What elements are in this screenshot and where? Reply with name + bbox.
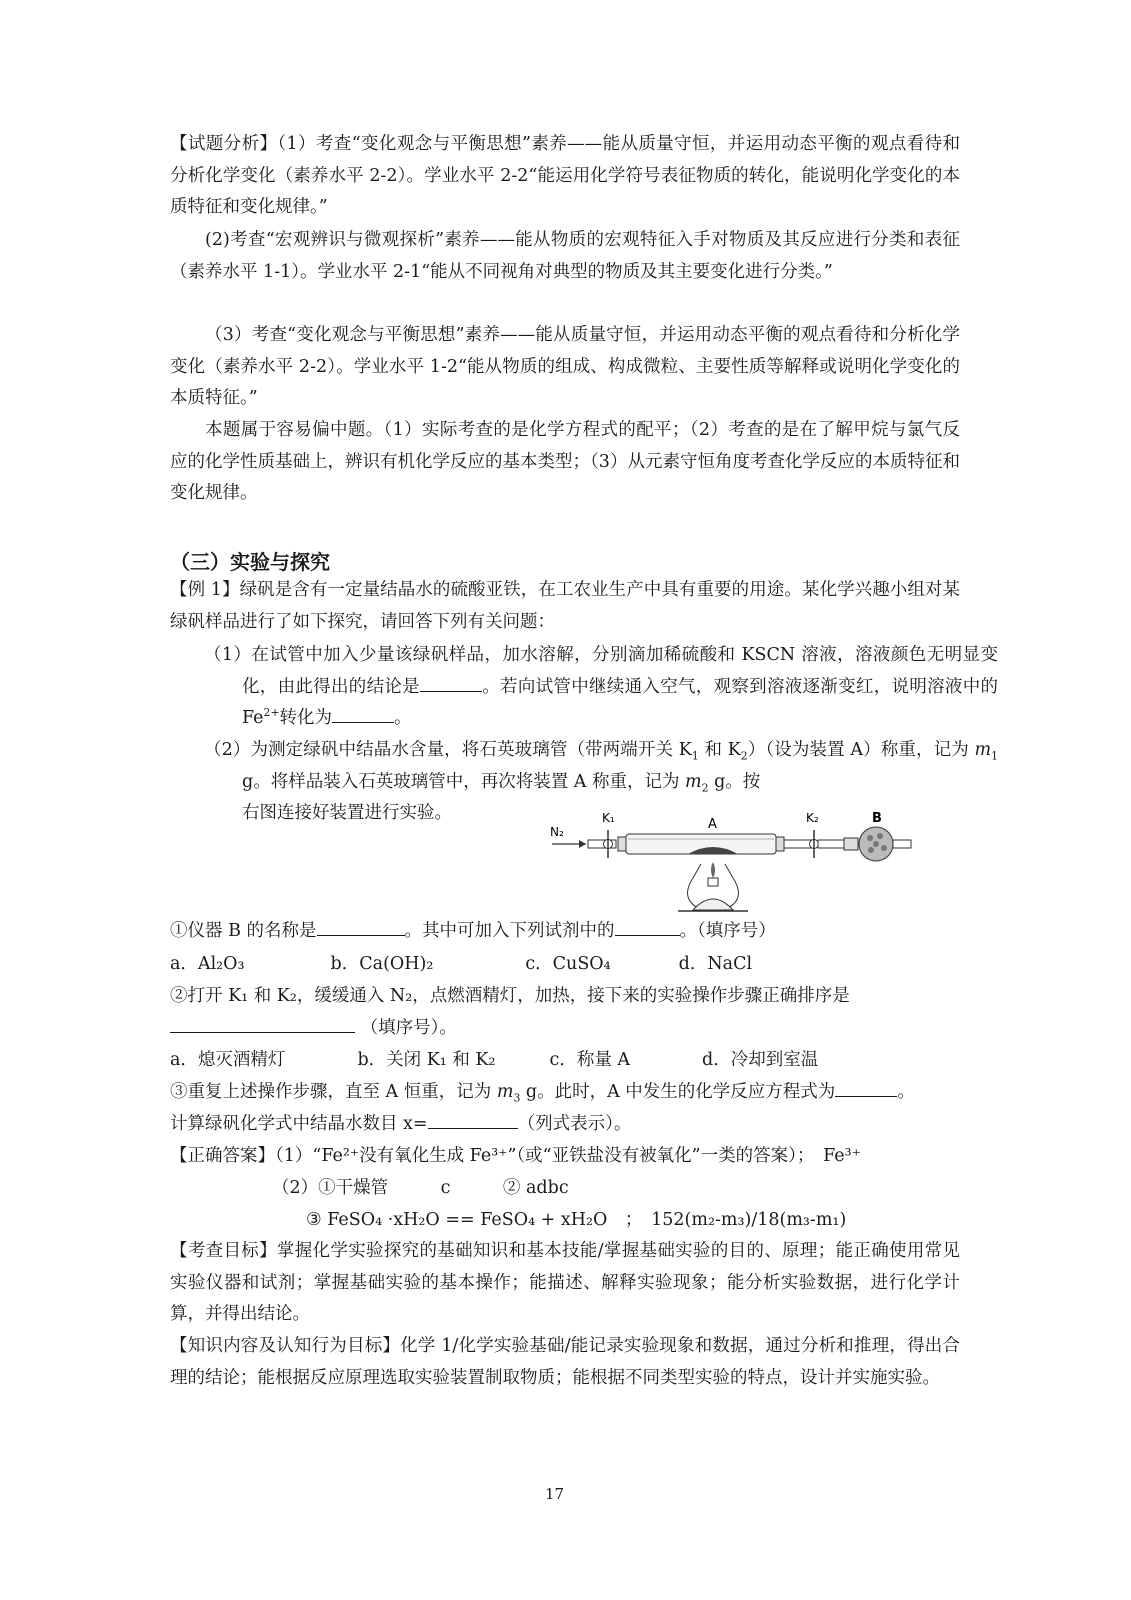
knowledge-paragraph <box>170 1331 960 1394</box>
section-heading: （三）实验与探究 <box>170 550 330 574</box>
sub1-text-b: 。其中可加入下列试剂中的 <box>404 921 615 941</box>
answer-text-1: （1）“Fe²⁺没有氧化生成 Fe³⁺”（或“亚铁盐没有被氧化”一类的答案）； Fe³⁺ <box>275 1146 861 1166</box>
k1-label: K₁ <box>602 811 615 825</box>
b-neck <box>844 838 858 850</box>
answer-line-3: ③ FeSO₄ ·xH₂O == FeSO₄ + xH₂O ； 152(m₂-m₃)/18(m₃-m₁) <box>306 1210 847 1230</box>
target-paragraph <box>170 1236 960 1331</box>
sub-question-2: ②打开 K₁ 和 K₂，缓缓通入 N₂，点燃酒精灯，加热，接下来的实验操作步骤正确排序是 <box>170 986 850 1006</box>
example-intro <box>170 575 960 638</box>
option-a: a．熄灭酒精灯 <box>170 1050 286 1070</box>
a-label: A <box>708 817 717 832</box>
option-c: c．称量 A <box>549 1050 631 1070</box>
analysis-label: 【试题分析】 <box>170 134 278 154</box>
sub1-blank-2[interactable] <box>615 918 680 937</box>
target-label: 【考查目标】 <box>170 1241 277 1261</box>
knowledge-label: 【知识内容及认知行为目标】 <box>170 1336 401 1356</box>
page-number: 17 <box>545 1485 565 1503</box>
q2-m1-sub: 1 <box>991 749 998 763</box>
sub1-options <box>170 950 816 975</box>
granule <box>881 845 887 851</box>
q2-text-e: g。按 <box>708 771 761 792</box>
b-outlet <box>893 840 911 848</box>
example-label: 【例 1】 <box>170 580 240 600</box>
q1-text-b: 。若向试管中继续通入空气，观察到溶液逐渐变红，说明溶液中的 Fe <box>242 676 999 728</box>
sub3-text-a: ③重复上述操作步骤，直至 A 恒重，记为 <box>170 1082 497 1102</box>
wick-holder <box>708 878 718 886</box>
analysis-paragraph-2: (2)考查“宏观辨识与微观探析”素养——能从物质的宏观特征入手对物质及其反应进行分类和表征（素养水平 1-1）。学业水平 2-1“能从不同视角对典型的物质及其主要变化进行分类。” <box>170 230 960 282</box>
q2-text-b: 和 K <box>698 740 741 760</box>
sub1-text-c: 。（填序号） <box>679 921 776 941</box>
apparatus-diagram <box>548 806 918 914</box>
option-c: c．CuSO₄ <box>525 954 611 974</box>
q2-m1: m <box>974 740 992 760</box>
sub1-blank-1[interactable] <box>317 918 405 937</box>
sub-question-3-formula <box>170 1110 631 1135</box>
sub3-m-sub: 3 <box>513 1091 521 1105</box>
right-stopper <box>776 837 784 851</box>
sub1-text-a: ①仪器 B 的名称是 <box>170 921 317 941</box>
sub-question-2-tail <box>170 1014 457 1039</box>
sub3-text-b: g。此时，A 中发生的化学反应方程式为 <box>520 1082 836 1102</box>
q2-text-c: ）（设为装置 A）称重，记为 <box>747 740 975 760</box>
sub3-blank-1[interactable] <box>835 1079 897 1098</box>
sub3-blank-2[interactable] <box>428 1111 518 1130</box>
q2-m2: m <box>685 771 702 792</box>
n2-label: N₂ <box>550 825 564 839</box>
granule <box>867 835 873 841</box>
alcohol-lamp-icon <box>693 899 733 910</box>
b-inlet <box>818 840 844 848</box>
example-intro-text: 绿矾是含有一定量结晶水的硫酸亚铁，在工农业生产中具有重要的用途。某化学兴趣小组对某绿矾样品进行了如下探究，请回答下列有关问题： <box>170 580 961 632</box>
target-text: 掌握化学实验探究的基础知识和基本技能/掌握基础实验的目的、原理；能正确使用常见实验仪器和试剂；掌握基础实验的基本操作；能描述、解释实验现象；能分析实验数据，进行化学计算，并得出结论。 <box>170 1241 960 1324</box>
sub3-text-e: （列式表示）。 <box>517 1114 632 1134</box>
option-d: d．NaCl <box>678 954 753 974</box>
q2-sub-2: 2 <box>740 749 748 763</box>
option-a: a．Al₂O₃ <box>170 954 245 974</box>
analysis-paragraph-1 <box>170 129 960 224</box>
answer-label: 【正确答案】 <box>170 1146 275 1166</box>
q1-blank-2[interactable] <box>332 705 394 724</box>
sub2-options <box>170 1046 882 1071</box>
sub-question-1 <box>170 917 776 942</box>
flame-icon <box>711 862 715 878</box>
granule <box>877 833 883 839</box>
question-1: （1）在试管中加入少量该绿矾样品，加水溶解，分别滴加稀硫酸和 KSCN 溶液，溶液颜色无明显变化，由此得出的结论是 。若向试管中继续通入空气，观察到溶液逐渐变红，说明溶液中的 $Fe^{2+}$转化为 。 <box>204 645 999 728</box>
answer-line-2: （2）①干燥管 c ② adbc <box>272 1178 569 1198</box>
granule <box>868 847 874 853</box>
knowledge-text: 化学 1/化学实验基础/能记录实验现象和数据，通过分析和推理，得出合理的结论；能根据反应原理选取实验装置制取物质；能根据不同类型实验的特点，设计并实施实验。 <box>170 1336 960 1388</box>
q2-text-d: g。将样品装入石英玻璃管中，再次将装置 A 称重，记为 <box>242 771 686 792</box>
q2-sub-1: 1 <box>691 749 699 763</box>
sub2-blank[interactable] <box>170 1015 355 1034</box>
sub3-m: m <box>496 1082 514 1102</box>
q1-superscript: 2+ <box>263 706 280 720</box>
q1-text-c: 转化为 <box>279 708 333 728</box>
sub-question-3 <box>170 1078 915 1103</box>
analysis-paragraph-4: 本题属于容易偏中题。（1）实际考查的是化学方程式的配平；（2）考查的是在了解甲烷与氯气反应的化学性质基础上，辨识有机化学反应的基本类型；（3）从元素守恒角度考查化学反应的本质特征和变化规律。 <box>170 420 960 503</box>
option-b: b．关闭 K₁ 和 K₂ <box>357 1050 496 1070</box>
granule <box>873 841 879 847</box>
left-stopper <box>618 837 626 851</box>
b-label: B <box>872 811 882 826</box>
sub3-text-d: 计算绿矾化学式中结晶水数目 x= <box>170 1114 428 1134</box>
q1-blank-1[interactable] <box>420 673 482 692</box>
arrow-head-icon <box>579 840 586 848</box>
k2-label: K₂ <box>806 811 819 825</box>
q2-text-a: （2）为测定绿矾中结晶水含量，将石英玻璃管（带两端开关 K <box>204 740 692 760</box>
answer-line-1 <box>170 1142 861 1167</box>
analysis-paragraph-3: （3）考查“变化观念与平衡思想”素养——能从质量守恒，并运用动态平衡的观点看待和分析化学变化（素养水平 2-2）。学业水平 1-2“能从物质的组成、构成微粒、主要性质等解释或说明化学变化的本质特征。” <box>170 325 960 408</box>
q2-text-last: 右图连接好装置进行实验。 <box>242 803 452 823</box>
analysis-text-1: （1）考查“变化观念与平衡思想”素养——能从质量守恒，并运用动态平衡的观点看待和分析化学变化（素养水平 2-2）。学业水平 2-2“能运用化学符号表征物质的转化，能说明化学变化的本质特征和变化规律。” <box>170 134 961 217</box>
q2-m2-sub: 2 <box>701 781 709 794</box>
option-d: d．冷却到室温 <box>702 1050 819 1070</box>
sub3-text-c: 。 <box>897 1082 915 1102</box>
q1-text-a: （1）在试管中加入少量该绿矾样品，加水溶解，分别滴加稀硫酸和 KSCN 溶液，溶液颜色无明显变化，由此得出的结论是 <box>204 645 998 697</box>
option-b: b．Ca(OH)₂ <box>330 954 434 974</box>
sub2-text-b: （填序号）。 <box>360 1018 457 1038</box>
